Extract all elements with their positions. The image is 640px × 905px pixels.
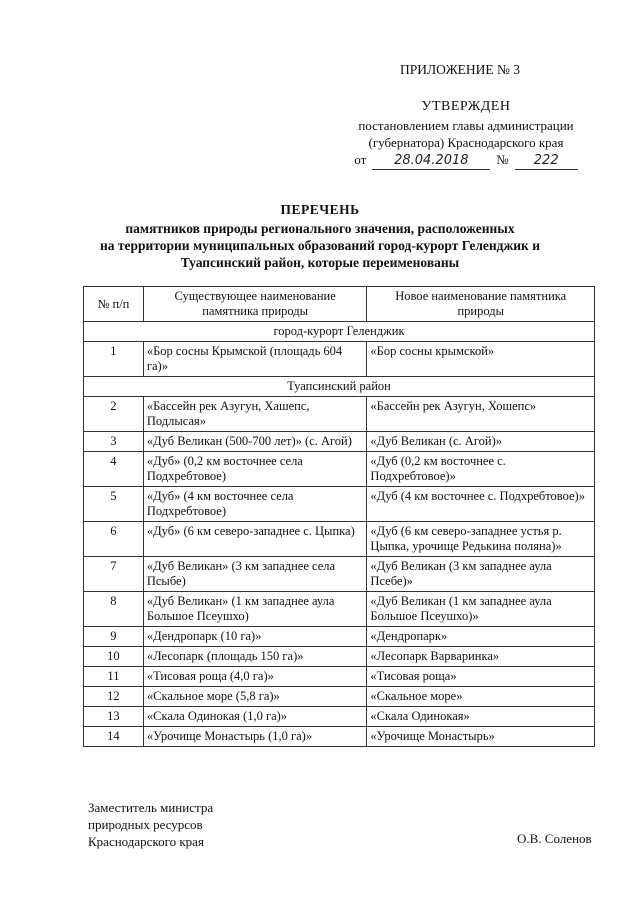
- row-num: 1: [84, 342, 144, 377]
- row-new-name: «Дуб (4 км восточнее с. Подхребтовое)»: [367, 487, 595, 522]
- document-subtitle-line-1: памятников природы регионального значения, расположенных: [125, 221, 515, 236]
- row-num: 3: [84, 432, 144, 452]
- row-existing-name: «Бассейн рек Азугун, Хашепс, Подлысая»: [143, 397, 367, 432]
- table-row: [84, 487, 595, 522]
- signatory-line-3: Краснодарского края: [88, 834, 204, 849]
- row-existing-name: «Дуб» (4 км восточнее села Подхребтовое): [143, 487, 367, 522]
- row-existing-name: «Дуб Великан (500-700 лет)» (с. Агой): [143, 432, 367, 452]
- row-num: 14: [84, 727, 144, 747]
- row-new-name: «Дендропарк»: [367, 627, 595, 647]
- signatory-name: О.В. Соленов: [517, 831, 592, 846]
- table-row: [84, 397, 595, 432]
- row-new-name: «Дуб (6 км северо-западнее устья р. Цыпка, урочище Редькина поляна)»: [367, 522, 595, 557]
- row-existing-name: «Скальное море (5,8 га)»: [143, 687, 367, 707]
- row-num: 7: [84, 557, 144, 592]
- table-row: [84, 727, 595, 747]
- row-num: 8: [84, 592, 144, 627]
- table-row: [84, 667, 595, 687]
- row-num: 13: [84, 707, 144, 727]
- monuments-table: [83, 286, 595, 747]
- table-row: [84, 452, 595, 487]
- row-num: 9: [84, 627, 144, 647]
- section-name: город-курорт Геленджик: [84, 322, 595, 342]
- approval-line-2: (губернатора) Краснодарского края: [368, 135, 564, 150]
- table-row: [84, 687, 595, 707]
- document-title: ПЕРЕЧЕНЬ: [280, 202, 360, 217]
- row-existing-name: «Бор сосны Крымской (площадь 604 га)»: [143, 342, 367, 377]
- table-row: [84, 522, 595, 557]
- table-row: [84, 342, 595, 377]
- signatory-line-2: природных ресурсов: [88, 817, 203, 832]
- row-new-name: «Скала Одинокая»: [367, 707, 595, 727]
- header-new-name: Новое наименование памятника природы: [367, 287, 595, 322]
- signatory-line-1: Заместитель министра: [88, 800, 214, 815]
- row-num: 6: [84, 522, 144, 557]
- approval-date-line: [336, 151, 596, 170]
- row-num: 11: [84, 667, 144, 687]
- row-new-name: «Дуб Великан (3 км западнее аула Псебе)»: [367, 557, 595, 592]
- table-body: [84, 322, 595, 747]
- row-existing-name: «Скала Одинокая (1,0 га)»: [143, 707, 367, 727]
- row-new-name: «Дуб Великан (с. Агой)»: [367, 432, 595, 452]
- document-title-block: [60, 201, 580, 271]
- table-row: [84, 432, 595, 452]
- row-new-name: «Скальное море»: [367, 687, 595, 707]
- date-prefix: от: [354, 152, 367, 167]
- row-existing-name: «Дуб Великан» (1 км западнее аула Большое Псеушхо): [143, 592, 367, 627]
- row-existing-name: «Дуб» (0,2 км восточнее села Подхребтовое): [143, 452, 367, 487]
- signatory-position: [88, 799, 213, 850]
- row-num: 12: [84, 687, 144, 707]
- row-existing-name: «Дуб» (6 км северо-западнее с. Цыпка): [143, 522, 367, 557]
- row-existing-name: «Лесопарк (площадь 150 га)»: [143, 647, 367, 667]
- table-header-row: [84, 287, 595, 322]
- row-num: 2: [84, 397, 144, 432]
- header-existing-name: Существующее наименование памятника природы: [143, 287, 367, 322]
- document-subtitle-line-2: на территории муниципальных образований город-курорт Геленджик и: [100, 238, 540, 253]
- table-row: [84, 707, 595, 727]
- row-existing-name: «Урочище Монастырь (1,0 га)»: [143, 727, 367, 747]
- section-row: [84, 377, 595, 397]
- row-existing-name: «Дендропарк (10 га)»: [143, 627, 367, 647]
- number-prefix: №: [496, 152, 509, 167]
- row-num: 10: [84, 647, 144, 667]
- row-new-name: «Дуб (0,2 км восточнее с. Подхребтовое)»: [367, 452, 595, 487]
- row-new-name: «Лесопарк Варваринка»: [367, 647, 595, 667]
- table-row: [84, 592, 595, 627]
- row-new-name: «Дуб Великан (1 км западнее аула Большое Псеушхо)»: [367, 592, 595, 627]
- row-new-name: «Бор сосны крымской»: [367, 342, 595, 377]
- appendix-label: ПРИЛОЖЕНИЕ № 3: [400, 62, 521, 77]
- handwritten-number: 222: [515, 152, 578, 170]
- header-num: № п/п: [84, 287, 144, 322]
- approval-title: УТВЕРЖДЕН: [421, 99, 511, 114]
- section-row: [84, 322, 595, 342]
- section-name: Туапсинский район: [84, 377, 595, 397]
- approval-block: [336, 98, 596, 170]
- table-row: [84, 627, 595, 647]
- handwritten-date: 28.04.2018: [372, 152, 490, 170]
- approval-line-1: постановлением главы администрации: [358, 118, 574, 133]
- table-row: [84, 557, 595, 592]
- row-new-name: «Урочище Монастырь»: [367, 727, 595, 747]
- row-num: 4: [84, 452, 144, 487]
- row-num: 5: [84, 487, 144, 522]
- row-existing-name: «Дуб Великан» (3 км западнее села Псыбе): [143, 557, 367, 592]
- document-subtitle-line-3: Туапсинский район, которые переименованы: [180, 255, 460, 270]
- row-existing-name: «Тисовая роща (4,0 га)»: [143, 667, 367, 687]
- row-new-name: «Тисовая роща»: [367, 667, 595, 687]
- table-row: [84, 647, 595, 667]
- row-new-name: «Бассейн рек Азугун, Хошепс»: [367, 397, 595, 432]
